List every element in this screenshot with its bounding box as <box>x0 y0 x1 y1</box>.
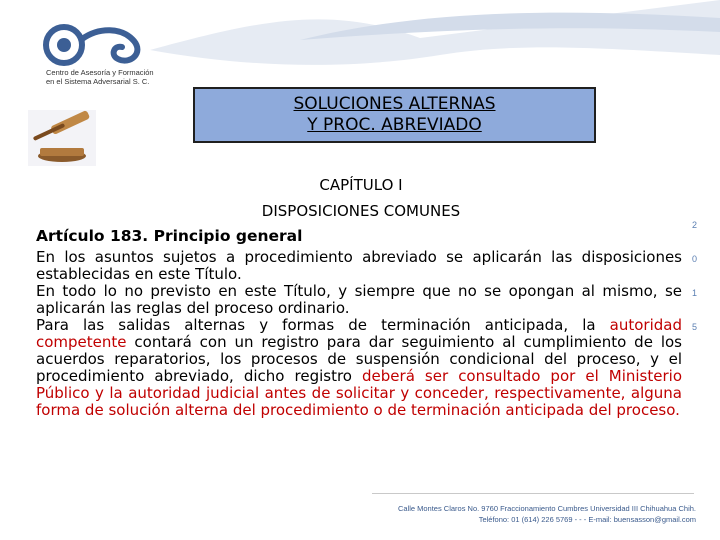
footer <box>370 503 696 525</box>
side-digit: 1 <box>692 288 698 298</box>
article-paragraph-2: En todo lo no previsto en este Título, y siempre que no se opongan al mismo, se aplicarán las reglas del proceso ordinario. <box>36 282 682 317</box>
gavel-icon <box>26 108 98 168</box>
article-heading: Artículo 183. Principio general <box>36 227 303 245</box>
paragraph-3-red-highlight-1: autoridad competente <box>36 316 682 351</box>
title-line-2: Y PROC. ABREVIADO <box>307 115 482 135</box>
logo-caption <box>46 68 176 86</box>
paragraph-3-part-a: Para las salidas alternas y formas de terminación anticipada, la <box>36 316 610 334</box>
footer-divider <box>372 493 694 494</box>
chapter-subheading: DISPOSICIONES COMUNES <box>261 202 461 220</box>
article-body <box>36 228 682 419</box>
side-digit: 2 <box>692 220 698 230</box>
title-box <box>193 87 596 143</box>
article-paragraph-3 <box>36 317 682 419</box>
logo-caption-line2: en el Sistema Adversarial S. C. <box>46 77 150 86</box>
side-digit: 5 <box>692 322 698 332</box>
article-paragraph-1: En los asuntos sujetos a procedimiento abreviado se aplicarán las disposiciones establecidas en este Título. <box>36 248 682 283</box>
organization-logo <box>46 27 137 63</box>
paragraph-3-red-highlight-2: deberá ser consultado por el Ministerio Público y la autoridad judicial antes de solicitar y conceder, respectivamente, alguna forma de solución alterna del procedimiento o de terminación anticipada del proceso. <box>36 367 682 419</box>
title-line-1: SOLUCIONES ALTERNAS <box>293 94 496 114</box>
paragraph-3-part-b: contará con un registro para dar seguimiento al cumplimiento de los acuerdos reparatorios, los procesos de suspensión condicional del proceso, y el procedimiento abreviado, dicho registro <box>36 333 682 385</box>
footer-address: Calle Montes Claros No. 9760 Fraccionamiento Cumbres Universidad III Chihuahua Chih. <box>397 504 696 513</box>
footer-contact: Teléfono: 01 (614) 226 5769 - - - E-mail: buensasson@gmail.com <box>478 515 696 524</box>
chapter-heading: CAPÍTULO I <box>319 176 403 194</box>
side-digit: 0 <box>692 254 698 264</box>
logo-caption-line1: Centro de Asesoría y Formación <box>46 68 154 77</box>
